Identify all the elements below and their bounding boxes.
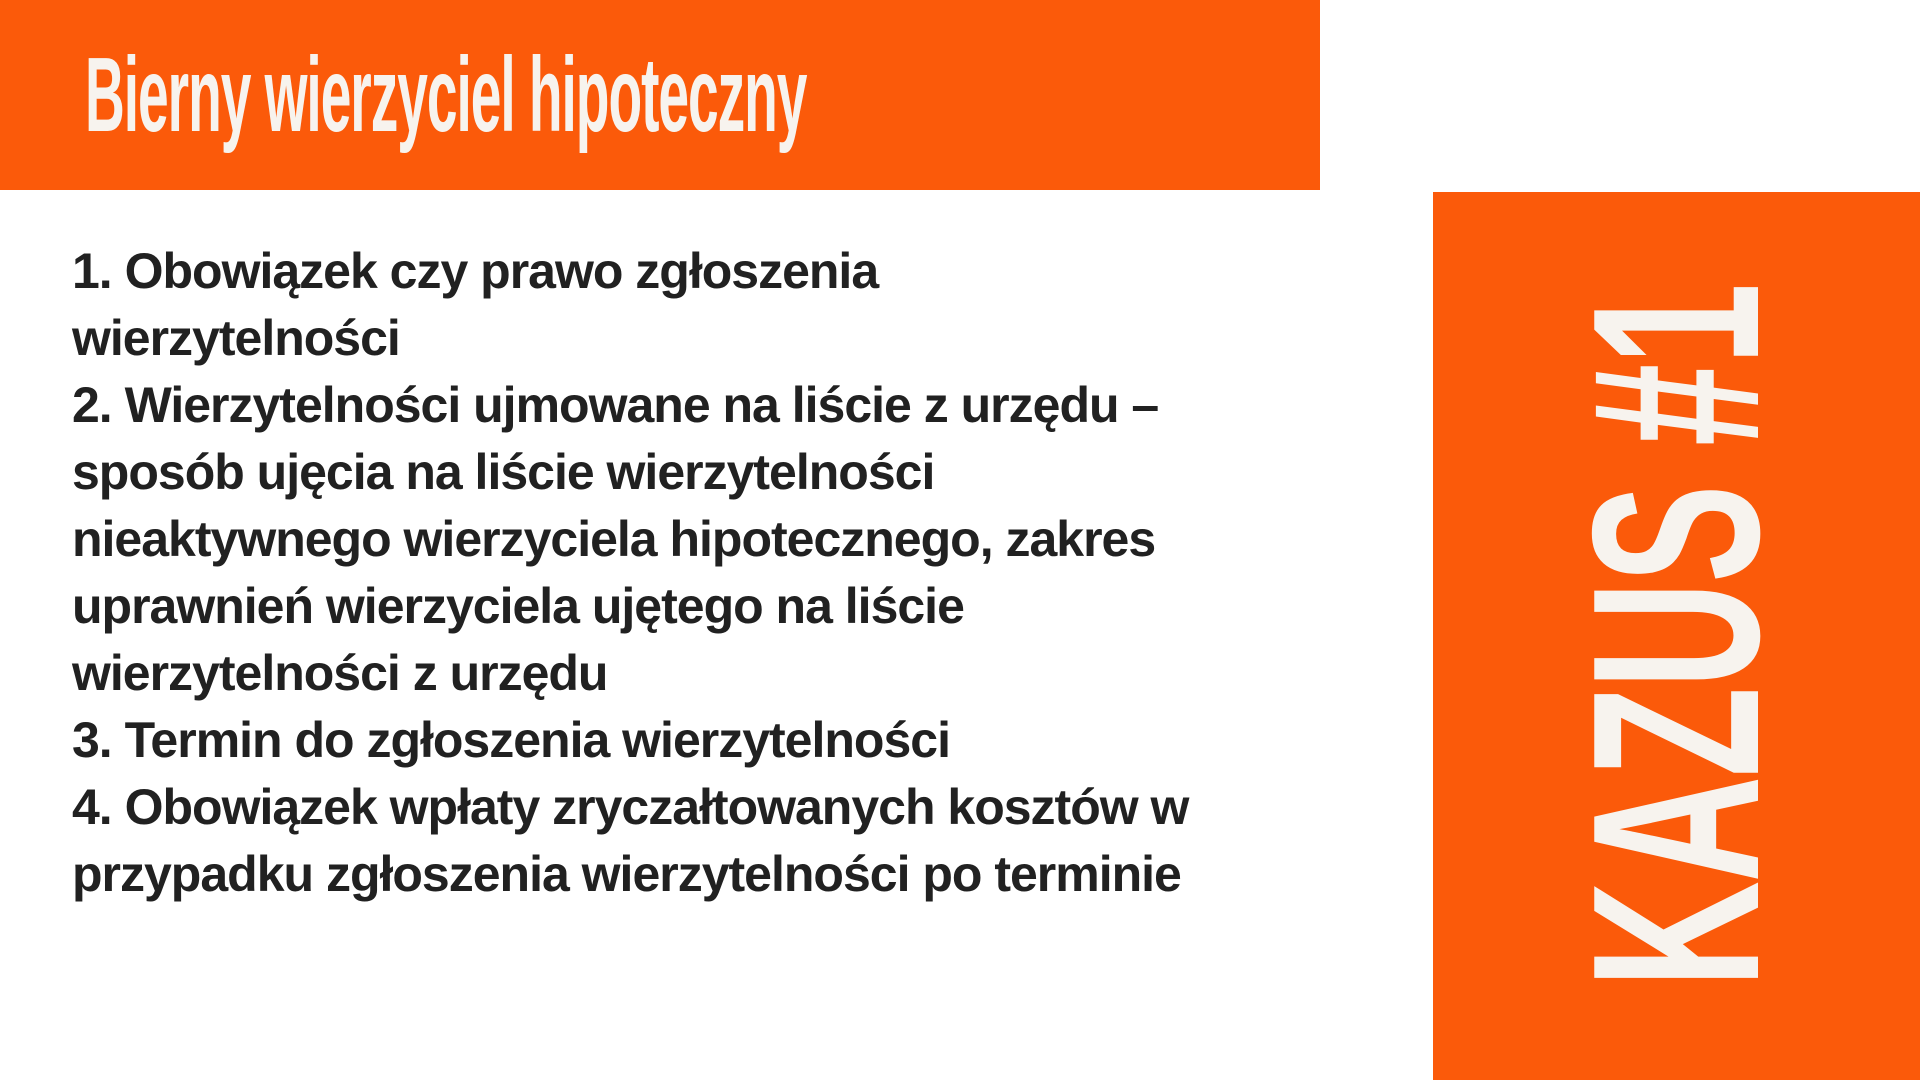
agenda-line: uprawnień wierzyciela ujętego na liście: [72, 578, 964, 634]
agenda-line: 4. Obowiązek wpłaty zryczałtowanych kosztów w: [72, 779, 1189, 835]
agenda-line: wierzytelności: [72, 310, 400, 366]
agenda-line: 3. Termin do zgłoszenia wierzytelności: [72, 712, 950, 768]
agenda-line: 2. Wierzytelności ujmowane na liście z urzędu –: [72, 377, 1159, 433]
agenda-line: 1. Obowiązek czy prawo zgłoszenia: [72, 243, 879, 299]
kazus-label: KAZUS #1: [1543, 284, 1809, 988]
agenda-line: nieaktywnego wierzyciela hipotecznego, zakres: [72, 511, 1156, 567]
kazus-panel: [1433, 192, 1920, 1080]
header-bar: [0, 0, 1320, 190]
agenda-line: wierzytelności z urzędu: [72, 645, 608, 701]
page-title: Bierny wierzyciel hipoteczny: [85, 36, 807, 154]
agenda-line: sposób ujęcia na liście wierzytelności: [72, 444, 935, 500]
agenda-line: przypadku zgłoszenia wierzytelności po terminie: [72, 846, 1181, 902]
agenda-list: [72, 238, 1433, 908]
